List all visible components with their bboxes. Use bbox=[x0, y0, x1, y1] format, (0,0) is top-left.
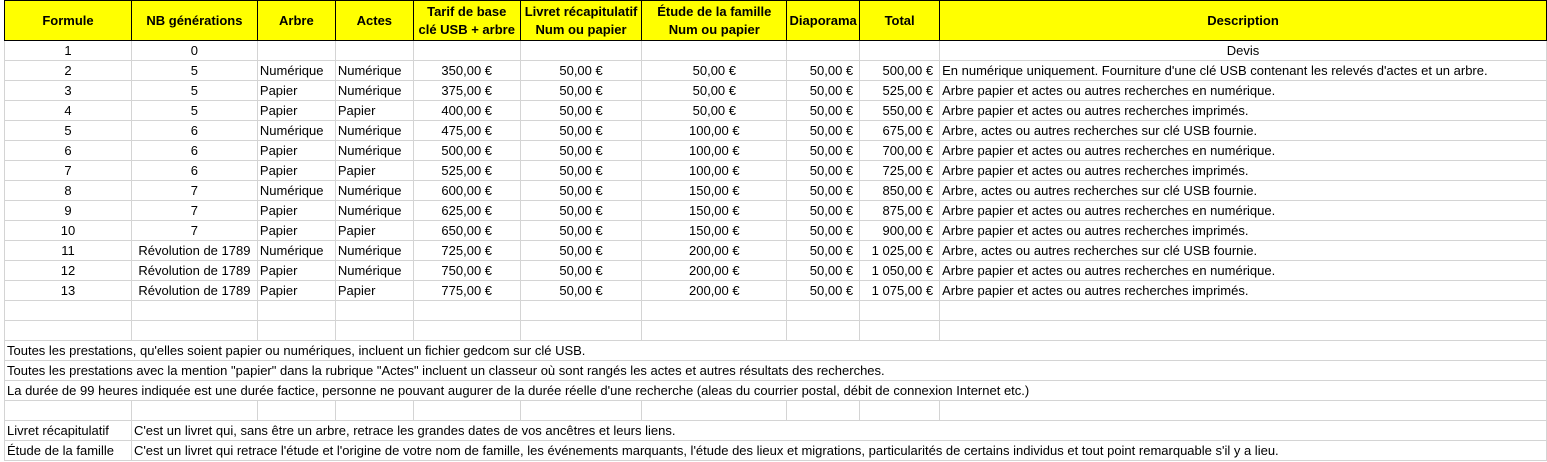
empty-cell[interactable] bbox=[860, 321, 940, 341]
cell-etude[interactable]: 150,00 € bbox=[642, 221, 787, 241]
cell-tarif[interactable]: 775,00 € bbox=[413, 281, 520, 301]
cell-etude[interactable]: 100,00 € bbox=[642, 141, 787, 161]
cell-diaporama[interactable]: 50,00 € bbox=[787, 221, 860, 241]
cell-etude[interactable]: 150,00 € bbox=[642, 181, 787, 201]
cell-diaporama[interactable]: 50,00 € bbox=[787, 261, 860, 281]
cell-diaporama[interactable]: 50,00 € bbox=[787, 241, 860, 261]
cell-actes[interactable]: Numérique bbox=[335, 261, 413, 281]
table-row bbox=[5, 41, 1547, 61]
cell-actes[interactable]: Numérique bbox=[335, 121, 413, 141]
cell-actes[interactable]: Papier bbox=[335, 281, 413, 301]
cell-diaporama[interactable]: 50,00 € bbox=[787, 81, 860, 101]
cell-description[interactable]: Arbre, actes ou autres recherches sur clé USB fournie. bbox=[940, 241, 1547, 261]
definition-term[interactable]: Livret récapitulatif bbox=[5, 421, 132, 441]
header-arbre[interactable]: Arbre bbox=[257, 1, 335, 41]
cell-description[interactable]: Arbre, actes ou autres recherches sur clé USB fournie. bbox=[940, 181, 1547, 201]
cell-description[interactable]: Arbre papier et actes ou autres recherches imprimés. bbox=[940, 221, 1547, 241]
cell-nb-generations[interactable]: 6 bbox=[131, 141, 257, 161]
cell-total[interactable]: 500,00 € bbox=[860, 61, 940, 81]
cell-etude[interactable]: 100,00 € bbox=[642, 161, 787, 181]
cell-actes[interactable]: Papier bbox=[335, 101, 413, 121]
empty-cell[interactable] bbox=[335, 301, 413, 321]
empty-cell[interactable] bbox=[257, 301, 335, 321]
table-row bbox=[5, 81, 1547, 101]
cell-description[interactable]: En numérique uniquement. Fourniture d'une clé USB contenant les relevés d'actes et un arbre. bbox=[940, 61, 1547, 81]
table-row bbox=[5, 161, 1547, 181]
header-livret-line2: Num ou papier bbox=[535, 21, 627, 37]
cell-etude[interactable] bbox=[642, 41, 787, 61]
cell-etude[interactable]: 200,00 € bbox=[642, 261, 787, 281]
definition-term[interactable]: Étude de la famille bbox=[5, 441, 132, 461]
cell-etude[interactable]: 50,00 € bbox=[642, 81, 787, 101]
cell-arbre[interactable]: Papier bbox=[257, 101, 335, 121]
cell-livret[interactable]: 50,00 € bbox=[520, 61, 642, 81]
cell-etude[interactable]: 100,00 € bbox=[642, 121, 787, 141]
cell-formule[interactable]: 1 bbox=[5, 41, 132, 61]
cell-total[interactable]: 875,00 € bbox=[860, 201, 940, 221]
cell-nb-generations[interactable]: 7 bbox=[131, 181, 257, 201]
cell-arbre[interactable]: Papier bbox=[257, 141, 335, 161]
cell-arbre[interactable]: Numérique bbox=[257, 121, 335, 141]
header-etude-line1: Étude de la famille bbox=[657, 3, 772, 19]
definition-text[interactable]: C'est un livret qui, sans être un arbre, retrace les grandes dates de vos ancêtres et leurs liens. bbox=[131, 421, 1546, 441]
header-description[interactable]: Description bbox=[940, 1, 1547, 41]
cell-formule[interactable]: 4 bbox=[5, 101, 132, 121]
definition-row bbox=[5, 441, 1547, 461]
cell-etude[interactable]: 200,00 € bbox=[642, 281, 787, 301]
cell-total[interactable]: 1 075,00 € bbox=[860, 281, 940, 301]
empty-cell[interactable] bbox=[642, 401, 787, 421]
empty-cell[interactable] bbox=[787, 301, 860, 321]
cell-arbre[interactable]: Numérique bbox=[257, 61, 335, 81]
cell-description[interactable]: Arbre papier et actes ou autres recherches en numérique. bbox=[940, 81, 1547, 101]
empty-cell[interactable] bbox=[335, 321, 413, 341]
cell-actes[interactable]: Numérique bbox=[335, 201, 413, 221]
empty-cell[interactable] bbox=[520, 321, 642, 341]
empty-cell[interactable] bbox=[940, 321, 1547, 341]
cell-nb-generations[interactable]: 0 bbox=[131, 41, 257, 61]
cell-total[interactable]: 700,00 € bbox=[860, 141, 940, 161]
cell-description[interactable]: Arbre papier et actes ou autres recherches en numérique. bbox=[940, 141, 1547, 161]
cell-formule[interactable]: 6 bbox=[5, 141, 132, 161]
cell-diaporama[interactable]: 50,00 € bbox=[787, 281, 860, 301]
header-formule[interactable]: Formule bbox=[5, 1, 132, 41]
cell-diaporama[interactable] bbox=[787, 41, 860, 61]
cell-nb-generations[interactable]: 5 bbox=[131, 101, 257, 121]
cell-livret[interactable]: 50,00 € bbox=[520, 101, 642, 121]
cell-arbre[interactable]: Numérique bbox=[257, 181, 335, 201]
cell-nb-generations[interactable]: 7 bbox=[131, 221, 257, 241]
cell-tarif[interactable]: 525,00 € bbox=[413, 161, 520, 181]
cell-total[interactable]: 525,00 € bbox=[860, 81, 940, 101]
cell-diaporama[interactable]: 50,00 € bbox=[787, 201, 860, 221]
cell-livret[interactable]: 50,00 € bbox=[520, 161, 642, 181]
empty-cell[interactable] bbox=[642, 321, 787, 341]
empty-cell[interactable] bbox=[520, 401, 642, 421]
table-row bbox=[5, 241, 1547, 261]
cell-tarif[interactable]: 475,00 € bbox=[413, 121, 520, 141]
header-tarif[interactable] bbox=[413, 1, 520, 41]
cell-arbre[interactable]: Papier bbox=[257, 221, 335, 241]
cell-total[interactable]: 1 025,00 € bbox=[860, 241, 940, 261]
cell-formule[interactable]: 5 bbox=[5, 121, 132, 141]
cell-total[interactable] bbox=[860, 41, 940, 61]
header-diaporama[interactable]: Diaporama bbox=[787, 1, 860, 41]
empty-cell[interactable] bbox=[5, 321, 132, 341]
cell-diaporama[interactable]: 50,00 € bbox=[787, 141, 860, 161]
cell-formule[interactable]: 2 bbox=[5, 61, 132, 81]
cell-actes[interactable]: Numérique bbox=[335, 181, 413, 201]
cell-nb-generations[interactable]: Révolution de 1789 bbox=[131, 261, 257, 281]
cell-formule[interactable]: 7 bbox=[5, 161, 132, 181]
cell-nb-generations[interactable]: 6 bbox=[131, 121, 257, 141]
cell-tarif[interactable]: 625,00 € bbox=[413, 201, 520, 221]
cell-diaporama[interactable]: 50,00 € bbox=[787, 161, 860, 181]
cell-livret[interactable]: 50,00 € bbox=[520, 221, 642, 241]
empty-cell[interactable] bbox=[5, 301, 132, 321]
cell-formule[interactable]: 12 bbox=[5, 261, 132, 281]
cell-livret[interactable]: 50,00 € bbox=[520, 141, 642, 161]
cell-total[interactable]: 900,00 € bbox=[860, 221, 940, 241]
cell-nb-generations[interactable]: 7 bbox=[131, 201, 257, 221]
note-row-cell[interactable]: Toutes les prestations avec la mention "papier" dans la rubrique "Actes" incluent un classeur où sont rangés les actes et autres résultats des recherches. bbox=[5, 361, 1547, 381]
cell-description[interactable]: Arbre, actes ou autres recherches sur clé USB fournie. bbox=[940, 121, 1547, 141]
cell-actes[interactable]: Numérique bbox=[335, 241, 413, 261]
header-tarif-line1: Tarif de base bbox=[427, 3, 507, 19]
empty-cell[interactable] bbox=[860, 301, 940, 321]
cell-livret[interactable]: 50,00 € bbox=[520, 281, 642, 301]
empty-cell[interactable] bbox=[787, 321, 860, 341]
cell-diaporama[interactable]: 50,00 € bbox=[787, 181, 860, 201]
empty-cell[interactable] bbox=[787, 401, 860, 421]
cell-total[interactable]: 850,00 € bbox=[860, 181, 940, 201]
table-row bbox=[5, 221, 1547, 241]
table-row bbox=[5, 61, 1547, 81]
cell-etude[interactable]: 200,00 € bbox=[642, 241, 787, 261]
empty-cell[interactable] bbox=[413, 301, 520, 321]
cell-diaporama[interactable]: 50,00 € bbox=[787, 121, 860, 141]
cell-arbre[interactable]: Papier bbox=[257, 201, 335, 221]
cell-livret[interactable]: 50,00 € bbox=[520, 261, 642, 281]
empty-cell[interactable] bbox=[860, 401, 940, 421]
cell-arbre[interactable]: Papier bbox=[257, 81, 335, 101]
empty-row bbox=[5, 401, 1547, 421]
empty-cell[interactable] bbox=[413, 401, 520, 421]
empty-cell[interactable] bbox=[257, 321, 335, 341]
cell-actes[interactable]: Papier bbox=[335, 161, 413, 181]
cell-actes[interactable]: Numérique bbox=[335, 61, 413, 81]
pricing-table bbox=[4, 0, 1547, 461]
cell-nb-generations[interactable]: 5 bbox=[131, 81, 257, 101]
empty-cell[interactable] bbox=[131, 321, 257, 341]
cell-tarif[interactable]: 725,00 € bbox=[413, 241, 520, 261]
header-actes[interactable]: Actes bbox=[335, 1, 413, 41]
cell-description[interactable]: Arbre papier et actes ou autres recherches imprimés. bbox=[940, 161, 1547, 181]
table-row bbox=[5, 281, 1547, 301]
cell-tarif[interactable]: 500,00 € bbox=[413, 141, 520, 161]
cell-arbre[interactable] bbox=[257, 41, 335, 61]
cell-description[interactable]: Arbre papier et actes ou autres recherches en numérique. bbox=[940, 201, 1547, 221]
cell-livret[interactable]: 50,00 € bbox=[520, 81, 642, 101]
cell-total[interactable]: 725,00 € bbox=[860, 161, 940, 181]
table-row bbox=[5, 261, 1547, 281]
cell-tarif[interactable]: 750,00 € bbox=[413, 261, 520, 281]
cell-livret[interactable]: 50,00 € bbox=[520, 241, 642, 261]
definition-text[interactable]: C'est un livret qui retrace l'étude et l'origine de votre nom de famille, les événements marquants, l'étude des lieux et migrations, particularités de certains individus et tout point remarquable s'il y a lieu. bbox=[131, 441, 1546, 461]
cell-formule[interactable]: 10 bbox=[5, 221, 132, 241]
cell-nb-generations[interactable]: Révolution de 1789 bbox=[131, 241, 257, 261]
empty-row bbox=[5, 321, 1547, 341]
cell-tarif[interactable] bbox=[413, 41, 520, 61]
cell-tarif[interactable]: 375,00 € bbox=[413, 81, 520, 101]
cell-arbre[interactable]: Papier bbox=[257, 281, 335, 301]
cell-arbre[interactable]: Papier bbox=[257, 161, 335, 181]
table-row bbox=[5, 181, 1547, 201]
cell-total[interactable]: 1 050,00 € bbox=[860, 261, 940, 281]
cell-tarif[interactable]: 600,00 € bbox=[413, 181, 520, 201]
definition-row bbox=[5, 421, 1547, 441]
header-tarif-line2: clé USB + arbre bbox=[418, 21, 515, 37]
table-row bbox=[5, 101, 1547, 121]
empty-cell[interactable] bbox=[131, 401, 257, 421]
header-row bbox=[5, 1, 1547, 41]
empty-cell[interactable] bbox=[940, 301, 1547, 321]
header-total[interactable]: Total bbox=[860, 1, 940, 41]
cell-livret[interactable]: 50,00 € bbox=[520, 121, 642, 141]
cell-total[interactable]: 550,00 € bbox=[860, 101, 940, 121]
header-livret-line1: Livret récapitulatif bbox=[524, 3, 638, 19]
cell-etude[interactable]: 50,00 € bbox=[642, 61, 787, 81]
table-row bbox=[5, 121, 1547, 141]
cell-arbre[interactable]: Papier bbox=[257, 261, 335, 281]
cell-actes[interactable]: Numérique bbox=[335, 81, 413, 101]
cell-nb-generations[interactable]: Révolution de 1789 bbox=[131, 281, 257, 301]
cell-formule[interactable]: 8 bbox=[5, 181, 132, 201]
cell-tarif[interactable]: 350,00 € bbox=[413, 61, 520, 81]
cell-tarif[interactable]: 400,00 € bbox=[413, 101, 520, 121]
cell-actes[interactable]: Numérique bbox=[335, 141, 413, 161]
cell-description[interactable]: Arbre papier et actes ou autres recherches en numérique. bbox=[940, 261, 1547, 281]
header-etude-line2: Num ou papier bbox=[668, 21, 760, 37]
empty-cell[interactable] bbox=[642, 301, 787, 321]
table-row bbox=[5, 141, 1547, 161]
cell-total[interactable]: 675,00 € bbox=[860, 121, 940, 141]
cell-description[interactable]: Arbre papier et actes ou autres recherches imprimés. bbox=[940, 281, 1547, 301]
empty-cell[interactable] bbox=[940, 401, 1547, 421]
note-row bbox=[5, 381, 1547, 401]
note-row-cell[interactable]: La durée de 99 heures indiquée est une durée factice, personne ne pouvant augurer de la durée réelle d'une recherche (aleas du courrier postal, débit de connexion Internet etc.) bbox=[5, 381, 1547, 401]
empty-cell[interactable] bbox=[335, 401, 413, 421]
cell-nb-generations[interactable]: 6 bbox=[131, 161, 257, 181]
cell-formule[interactable]: 9 bbox=[5, 201, 132, 221]
empty-cell[interactable] bbox=[413, 321, 520, 341]
cell-arbre[interactable]: Numérique bbox=[257, 241, 335, 261]
note-row bbox=[5, 361, 1547, 381]
cell-nb-generations[interactable]: 5 bbox=[131, 61, 257, 81]
table-row bbox=[5, 201, 1547, 221]
cell-actes[interactable] bbox=[335, 41, 413, 61]
cell-formule[interactable]: 13 bbox=[5, 281, 132, 301]
cell-livret[interactable]: 50,00 € bbox=[520, 181, 642, 201]
cell-description[interactable]: Arbre papier et actes ou autres recherches imprimés. bbox=[940, 101, 1547, 121]
note-row-cell[interactable]: Toutes les prestations, qu'elles soient papier ou numériques, incluent un fichier gedcom sur clé USB. bbox=[5, 341, 1547, 361]
header-nb-generations[interactable]: NB générations bbox=[131, 1, 257, 41]
note-row bbox=[5, 341, 1547, 361]
cell-diaporama[interactable]: 50,00 € bbox=[787, 101, 860, 121]
cell-description[interactable]: Devis bbox=[940, 41, 1547, 61]
empty-cell[interactable] bbox=[5, 401, 132, 421]
empty-row bbox=[5, 301, 1547, 321]
cell-livret[interactable] bbox=[520, 41, 642, 61]
cell-livret[interactable]: 50,00 € bbox=[520, 201, 642, 221]
empty-cell[interactable] bbox=[520, 301, 642, 321]
cell-tarif[interactable]: 650,00 € bbox=[413, 221, 520, 241]
empty-cell[interactable] bbox=[257, 401, 335, 421]
header-livret[interactable] bbox=[520, 1, 642, 41]
cell-formule[interactable]: 3 bbox=[5, 81, 132, 101]
cell-actes[interactable]: Papier bbox=[335, 221, 413, 241]
cell-etude[interactable]: 150,00 € bbox=[642, 201, 787, 221]
header-etude[interactable] bbox=[642, 1, 787, 41]
cell-etude[interactable]: 50,00 € bbox=[642, 101, 787, 121]
empty-cell[interactable] bbox=[131, 301, 257, 321]
cell-diaporama[interactable]: 50,00 € bbox=[787, 61, 860, 81]
cell-formule[interactable]: 11 bbox=[5, 241, 132, 261]
